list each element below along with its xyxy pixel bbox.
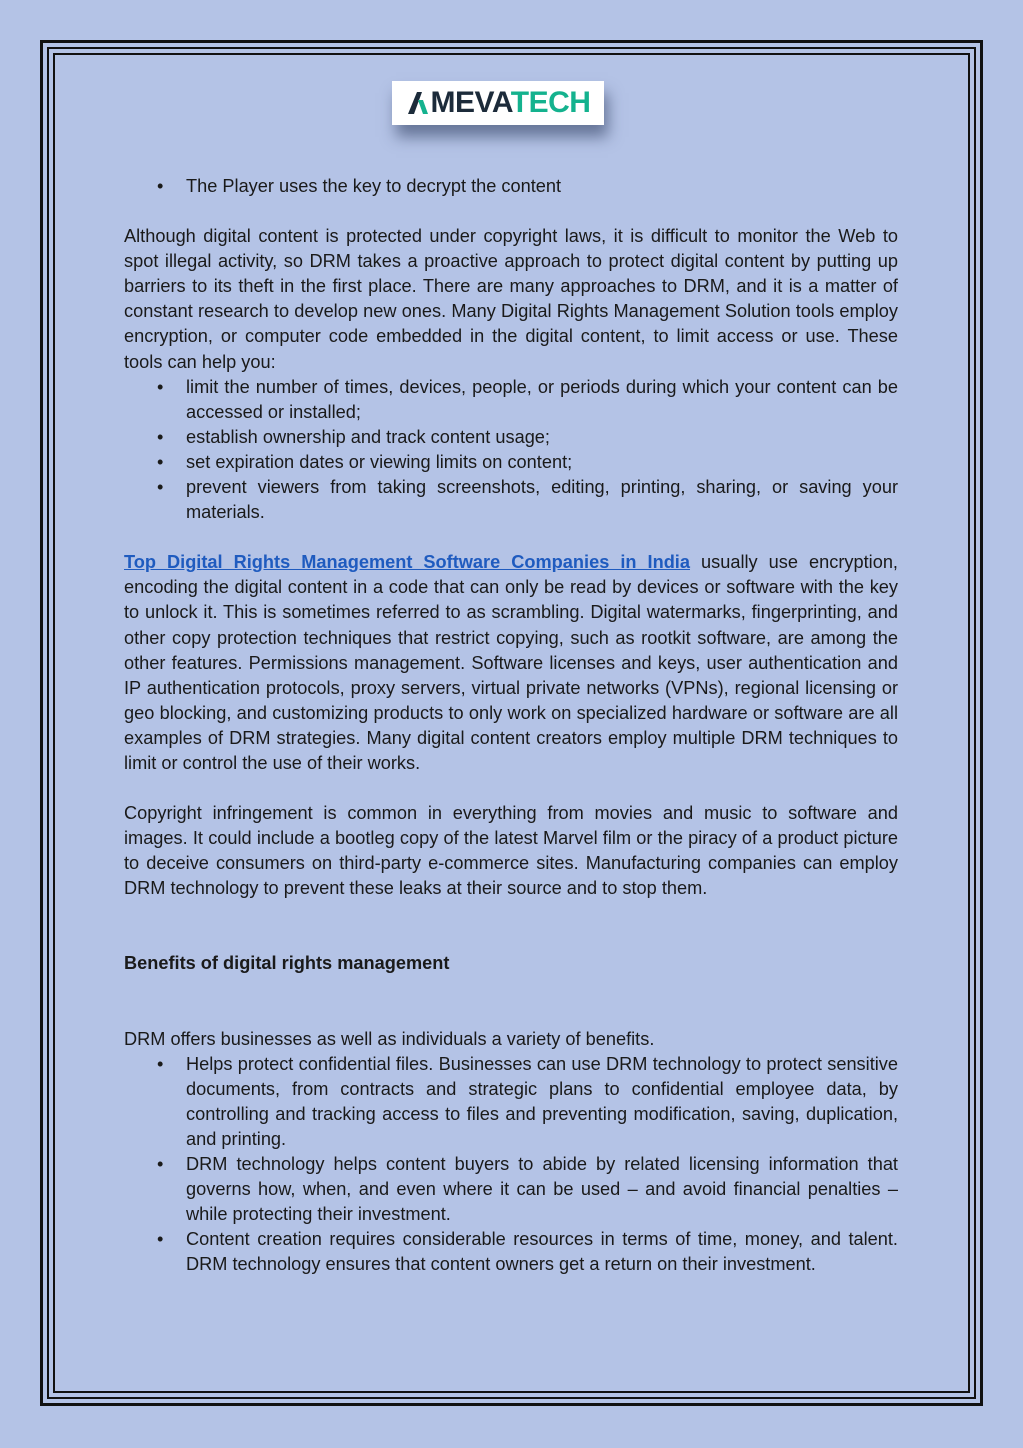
list-item: • DRM technology helps content buyers to abide by related licensing information that governs how, when, and even where it can be used – and avoid financial penalties – while protecting their investment.	[157, 1154, 898, 1225]
list-item: • set expiration dates or viewing limits on content;	[157, 451, 573, 472]
list-item: • Helps protect confidential files. Businesses can use DRM technology to protect sensitive documents, from contracts and strategic plans to confidential employee data, by controlling and tracking access to files and preventing modification, saving, duplication, and printing.	[157, 1053, 898, 1149]
paragraph-drm-approach: Although digital content is protected under copyright laws, it is difficult to monitor the Web to spot illegal activity, so DRM takes a proactive approach to protect digital content by putting up barriers to its theft in the first place. There are many approaches to DRM, and it is a matter of constant research to develop new ones. Many Digital Rights Management Solution tools employ encryption, or computer code embedded in the digital content, to limit access or use. These tools can help you:	[124, 226, 898, 372]
amevatech-logo	[392, 81, 604, 125]
list-item: • prevent viewers from taking screenshots, editing, printing, sharing, or saving your materials.	[157, 477, 898, 523]
benefits-intro: DRM offers businesses as well as individuals a variety of benefits.	[124, 1028, 655, 1049]
benefits-list	[124, 1052, 898, 1278]
list-item: • limit the number of times, devices, people, or periods during which your content can be accessed or installed;	[157, 376, 898, 422]
tools-list	[124, 375, 898, 526]
intro-list	[124, 174, 898, 199]
amevatech-a-icon	[406, 91, 430, 115]
list-item: • establish ownership and track content usage;	[157, 426, 550, 447]
list-item: • The Player uses the key to decrypt the content	[157, 176, 562, 196]
paragraph-copyright: Copyright infringement is common in everything from movies and music to software and images. It could include a bootleg copy of the latest Marvel film or the piracy of a product picture to deceive consumers on third-party e-commerce sites. Manufacturing companies can employ DRM technology to prevent these leaks at their source and to stop them.	[124, 803, 898, 899]
paragraph-drm-companies: Top Digital Rights Management Software Companies in India usually use encryption, encoding the digital content in a code that can only be read by devices or software with the key to unlock it. This is sometimes referred to as scrambling. Digital watermarks, fingerprinting, and other copy protection techniques that restrict copying, such as rootkit software, are among the other features. Permissions management. Software licenses and keys, user authentication and IP authentication protocols, proxy servers, virtual private networks (VPNs), regional licensing or geo blocking, and customizing products to only work on specialized hardware or software are all examples of DRM strategies. Many digital content creators employ multiple DRM techniques to limit or control the use of their works.	[124, 552, 898, 773]
list-item: • Content creation requires considerable resources in terms of time, money, and talent. DRM technology ensures that content owners get a return on their investment.	[157, 1229, 898, 1275]
document-body	[124, 174, 898, 1277]
drm-companies-link[interactable]: Top Digital Rights Management Software Companies in India	[124, 552, 690, 573]
logo-wordmark: MEVATECH	[430, 86, 591, 119]
benefits-heading: Benefits of digital rights management	[124, 953, 450, 974]
